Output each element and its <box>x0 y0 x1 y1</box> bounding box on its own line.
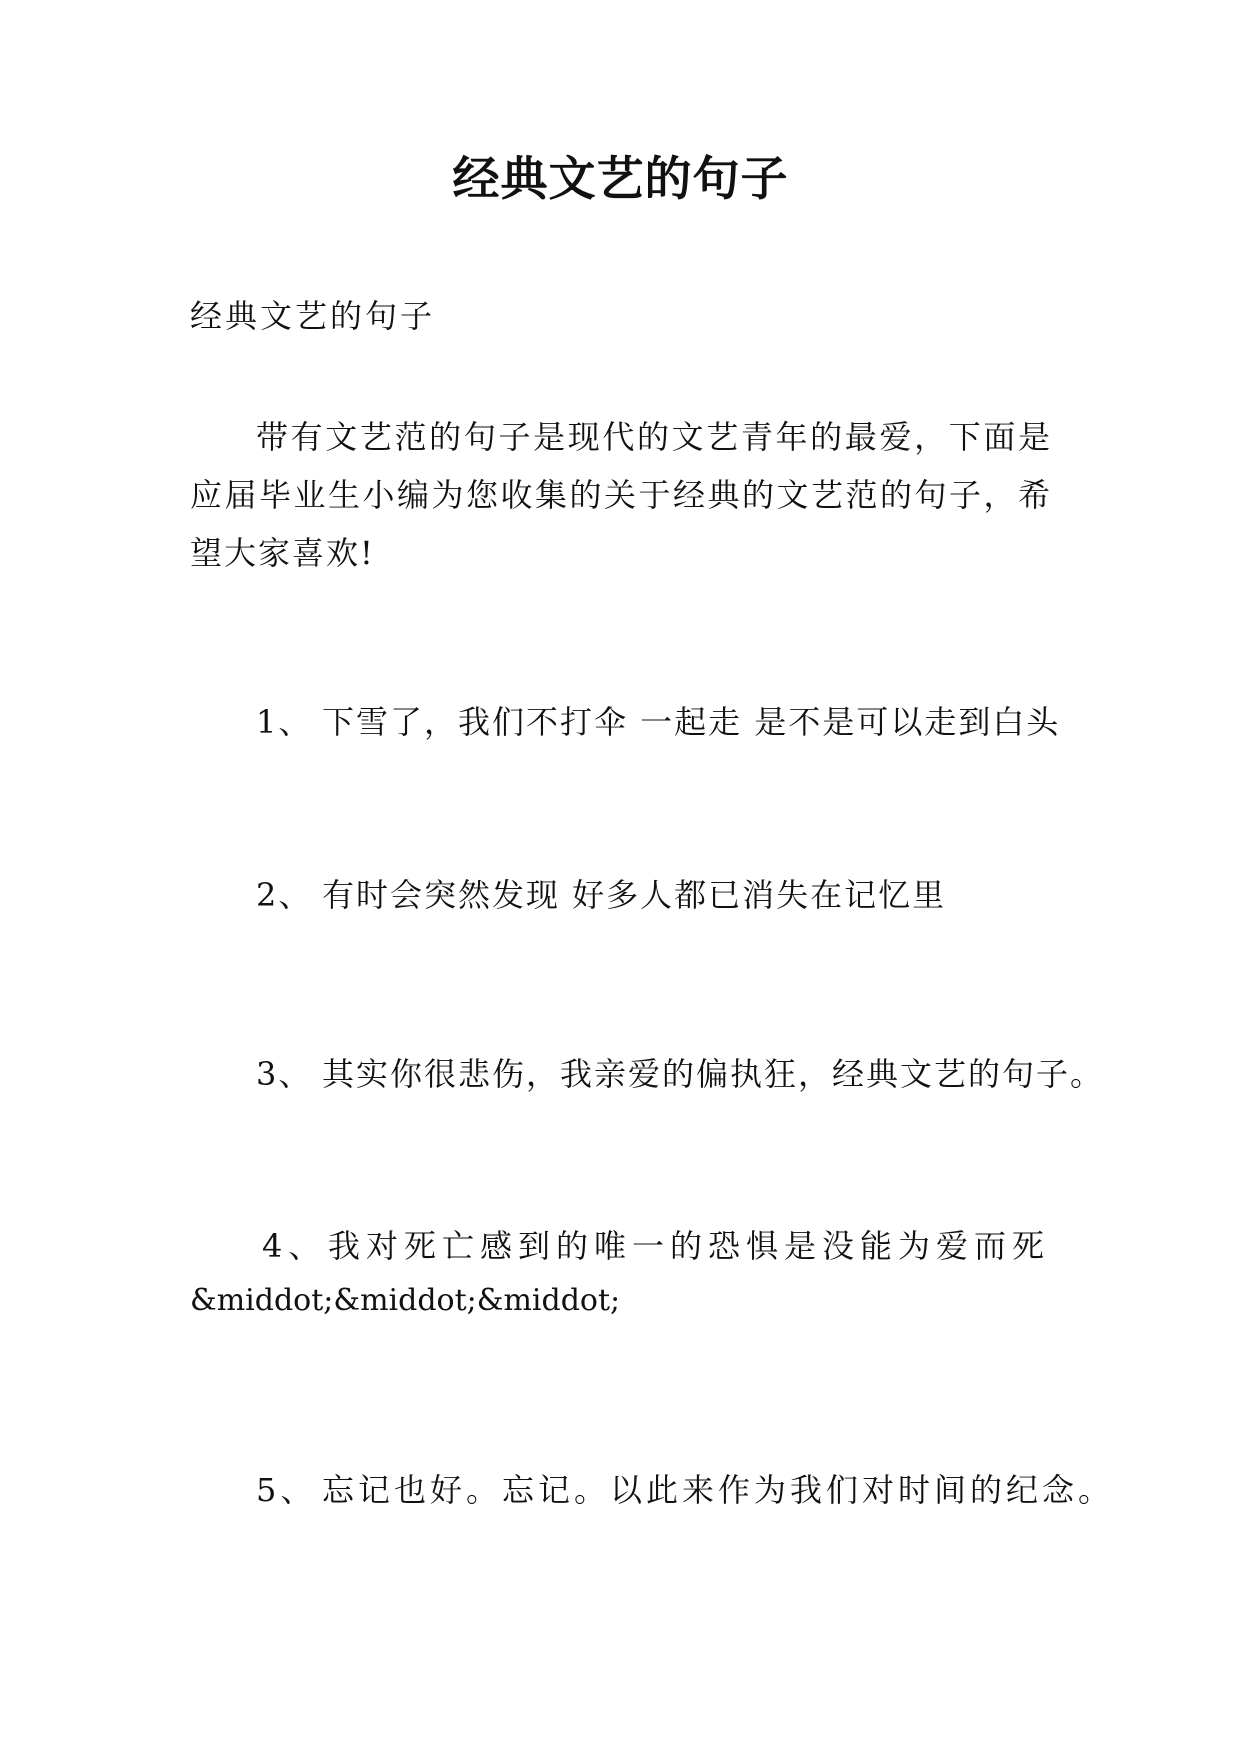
list-item-number: 1、 <box>256 703 313 741</box>
list-item-text: 下雪了，我们不打伞 一起走 是不是可以走到白头 <box>322 703 1061 741</box>
list-item-number: 4、 <box>262 1227 327 1265</box>
list-item <box>256 693 1060 751</box>
list-item-continuation: &middot;&middot;&middot; <box>190 1283 621 1318</box>
list-item-text: 有时会突然发现 好多人都已消失在记忆里 <box>322 876 947 914</box>
intro-paragraph: 带有文艺范的句子是现代的文艺青年的最爱，下面是应届毕业生小编为您收集的关于经典的文艺范的句子，希望大家喜欢! <box>190 418 1052 572</box>
list-item <box>256 1045 1104 1103</box>
list-item-text: 忘记也好。忘记。以此来作为我们对时间的纪念。 <box>322 1471 1115 1509</box>
list-item-number: 3、 <box>256 1055 313 1093</box>
list-item <box>256 866 946 924</box>
document-title: 经典文艺的句子 <box>452 152 789 207</box>
list-item-number: 5、 <box>256 1471 317 1509</box>
list-item <box>262 1217 1050 1275</box>
list-item-text: 其实你很悲伤，我亲爱的偏执狂，经典文艺的句子。 <box>322 1055 1105 1093</box>
list-item-number: 2、 <box>256 876 313 914</box>
document-subtitle: 经典文艺的句子 <box>190 297 436 335</box>
list-item <box>256 1461 1114 1519</box>
list-item-text: 我对死亡感到的唯一的恐惧是没能为爱而死 <box>328 1227 1051 1265</box>
